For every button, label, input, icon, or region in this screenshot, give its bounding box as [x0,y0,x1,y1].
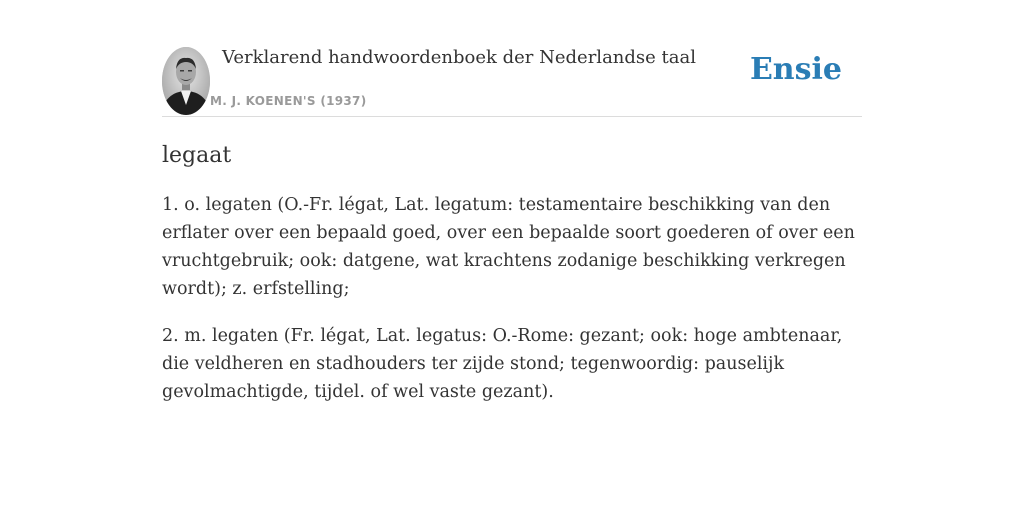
dictionary-title: Verklarend handwoordenboek der Nederlandse taal [222,47,696,68]
author-portrait-image [162,47,210,115]
page-header [162,0,862,117]
author-portrait [162,47,210,115]
dictionary-author: M. J. KOENEN'S (1937) [210,94,367,108]
entry-headword: legaat [162,143,232,168]
ensie-logo-link[interactable]: Ensie [749,52,842,87]
definition-1: 1. o. legaten (O.-Fr. légat, Lat. legatum: testamentaire beschikking van den erflater over een bepaald goed, over een bepaalde soort goederen of over een vruchtgebruik; ook: datgene, wat krachtens zodanige beschikking verkregen wordt); z. erfstelling; [162,195,855,299]
definition-2: 2. m. legaten (Fr. légat, Lat. legatus: O.-Rome: gezant; ook: hoge ambtenaar, die veldheren en stadhouders ter zijde stond; tegenwoordig: pauselijk gevolmachtigde, tijdel. of wel vaste gezant). [162,326,843,402]
page-container [162,0,862,425]
definition-list [162,191,862,406]
